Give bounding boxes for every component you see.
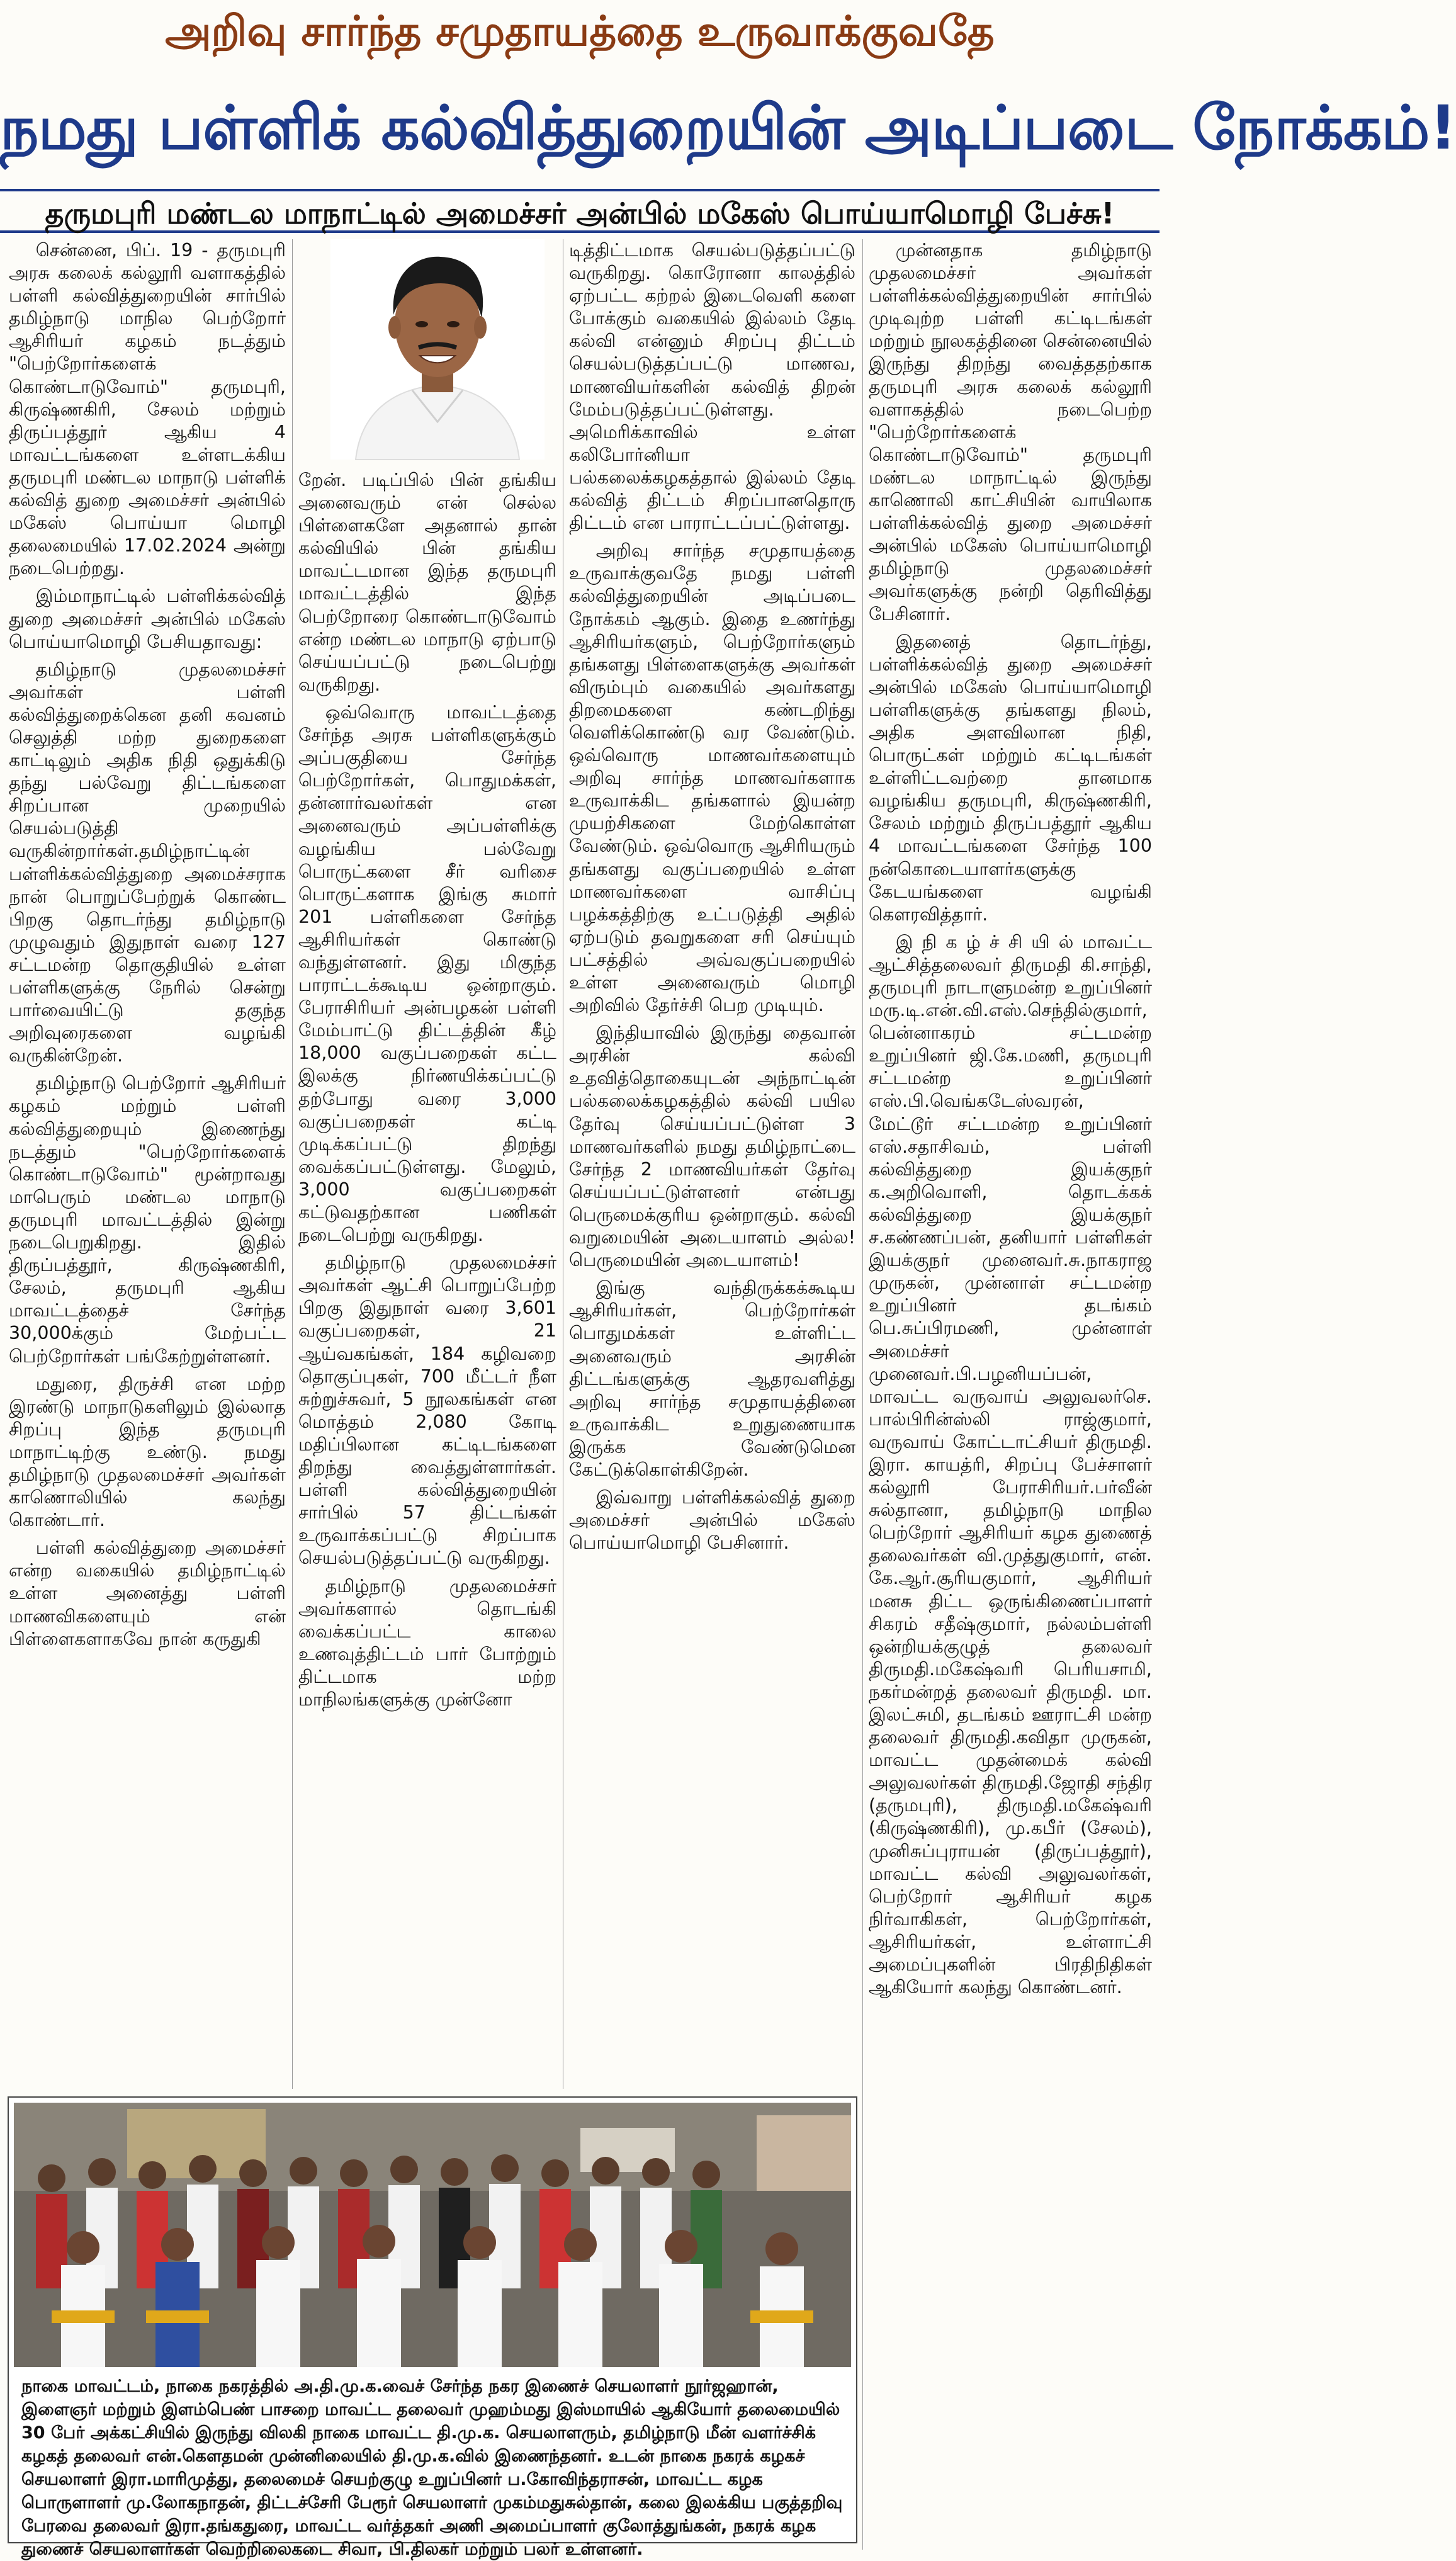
paragraph: இந்தியாவில் இருந்து தைவான் அரசின் கல்வி உதவித்தொகையுடன் அந்நாட்டின் பல்கலைக்கழகத்தில் கல்வி பயில தேர்வு செய்யப்பட்டுள்ள 3 மாணவர்களில் நமது தமிழ்நாட்டை சேர்ந்த 2 மாணவியர்கள் தேர்வு செய்யப்பட்டுள்ளனர் என்பது பெருமைக்குரிய ஒன்றாகும். கல்வி வறுமையின் அடையாளம் அல்ல! பெருமையின் அடையாளம்! xyxy=(569,1022,855,1271)
kicker-headline: அறிவு சார்ந்த சமுதாயத்தை உருவாக்குவதே xyxy=(165,7,995,55)
paragraph: இம்மாநாட்டில் பள்ளிக்கல்வித் துறை அமைச்சர் அன்பில் மகேஸ் பொய்யாமொழி பேசியதாவது: xyxy=(9,585,286,652)
paragraph: சென்னை, பிப். 19 - தருமபுரி அரசு கலைக் கல்லூரி வளாகத்தில் பள்ளி கல்வித்துறையின் சார்பில் தமிழ்நாடு மாநில பெற்றோர் ஆசிரியர் கழகம் நடத்தும் "பெற்றோர்களைக் கொண்டாடுவோம்" தருமபுரி, கிருஷ்ணகிரி, சேலம் மற்றும் திருப்பத்தூர் ஆகிய 4 மாவட்டங்களை உள்ளடக்கிய தருமபுரி மண்டல மாநாடு பள்ளிக் கல்வித் துறை அமைச்சர் அன்பில் மகேஸ் பொய்யா மொழி தலைமையில் 17.02.2024 அன்று நடைபெற்றது. xyxy=(9,240,286,579)
article-column-2 xyxy=(298,469,556,2089)
paragraph: ஒவ்வொரு மாவட்டத்தை சேர்ந்த அரசு பள்ளிகளுக்கும் அப்பகுதியை சேர்ந்த பெற்றோர்கள், பொதுமக்கள், தன்னார்வலர்கள் என அனைவரும் அப்பள்ளிக்கு வழங்கிய பல்வேறு பொருட்களை சீர் வரிசை பொருட்களாக இங்கு சுமார் 201 பள்ளிகளை சேர்ந்த ஆசிரியர்கள் கொண்டு வந்துள்ளனர். இது மிகுந்த பாராட்டக்கூடிய ஒன்றாகும். பேராசிரியர் அன்பழகன் பள்ளி மேம்பாட்டு திட்டத்தின் கீழ் 18,000 வகுப்பறைகள் கட்ட இலக்கு நிர்ணயிக்கப்பட்டு தற்போது வரை 3,000 வகுப்பறைகள் கட்டி முடிக்கப்பட்டு திறந்து வைக்கப்பட்டுள்ளது. மேலும், 3,000 வகுப்பறைகள் கட்டுவதற்கான பணிகள் நடைபெற்று வருகிறது. xyxy=(298,701,556,1246)
paragraph: மதுரை, திருச்சி என மற்ற இரண்டு மாநாடுகளிலும் இல்லாத சிறப்பு இந்த தருமபுரி மாநாட்டிற்கு உண்டு. நமது தமிழ்நாடு முதலமைச்சர் அவர்கள் காணொலியில் கலந்து கொண்டார். xyxy=(9,1373,286,1531)
column-divider xyxy=(862,239,863,2550)
paragraph: தமிழ்நாடு பெற்றோர் ஆசிரியர் கழகம் மற்றும் பள்ளி கல்வித்துறையும் இணைந்து நடத்தும் "பெற்றோர்களைக் கொண்டாடுவோம்" மூன்றாவது மாபெரும் மண்டல மாநாடு தருமபுரி மாவட்டத்தில் இன்று நடைபெறுகிறது. இதில் திருப்பத்தூர், கிருஷ்ணகிரி, சேலம், தருமபுரி ஆகிய மாவட்டத்தைச் சேர்ந்த 30,000க்கும் மேற்பட்ட பெற்றோர்கள் பங்கேற்றுள்ளனர். xyxy=(9,1073,286,1367)
paragraph: பள்ளி கல்வித்துறை அமைச்சர் என்ற வகையில் தமிழ்நாட்டில் உள்ள அனைத்து பள்ளி மாணவிகளையும் என் பிள்ளைகளாகவே நான் கருதுகி xyxy=(9,1537,286,1649)
main-headline: நமது பள்ளிக் கல்வித்துறையின் அடிப்படை நோக்கம்! xyxy=(0,93,1456,163)
paragraph: இங்கு வந்திருக்கக்கூடிய ஆசிரியர்கள், பெற்றோர்கள் பொதுமக்கள் உள்ளிட்ட அனைவரும் அரசின் திட்டங்களுக்கு ஆதரவளித்து அறிவு சார்ந்த சமுதாயத்தினை உருவாக்கிட உறுதுணையாக இருக்க வேண்டுமென கேட்டுக்கொள்கிறேன். xyxy=(569,1277,855,1480)
minister-portrait xyxy=(330,239,545,460)
paragraph: தமிழ்நாடு முதலமைச்சர் அவர்களால் தொடங்கி வைக்கப்பட்ட காலை உணவுத்திட்டம் பார் போற்றும் திட்டமாக மற்ற மாநிலங்களுக்கு முன்னோ xyxy=(298,1575,556,1710)
column-divider xyxy=(292,239,293,2089)
sub-headline: தருமபுரி மண்டல மாநாட்டில் அமைச்சர் அன்பில் மகேஸ் பொய்யாமொழி பேச்சு! xyxy=(0,189,1160,233)
paragraph: தமிழ்நாடு முதலமைச்சர் அவர்கள் ஆட்சி பொறுப்பேற்ற பிறகு இதுநாள் வரை 3,601 வகுப்பறைகள், 21 ஆய்வகங்கள், 184 கழிவறை தொகுப்புகள், 700 மீட்டர் நீள சுற்றுச்சுவர், 5 நூலகங்கள் என மொத்தம் 2,080 கோடி மதிப்பிலான கட்டிடங்களை திறந்து வைத்துள்ளார்கள். பள்ளி கல்வித்துறையின் சார்பில் 57 திட்டங்கள் உருவாக்கப்பட்டு சிறப்பாக செயல்படுத்தப்பட்டு வருகிறது. xyxy=(298,1252,556,1569)
paragraph: அறிவு சார்ந்த சமுதாயத்தை உருவாக்குவதே நமது பள்ளி கல்வித்துறையின் அடிப்படை நோக்கம் ஆகும். இதை உணர்ந்து ஆசிரியர்களும், பெற்றோர்களும் தங்களது பிள்ளைகளுக்கு அவர்கள் விரும்பும் வகையில் அவர்களது திறமைகளை கண்டறிந்து வெளிக்கொண்டு வர வேண்டும். ஒவ்வொரு மாணவர்களையும் அறிவு சார்ந்த மாணவர்களாக உருவாக்கிட தங்களால் இயன்ற முயற்சிகளை மேற்கொள்ள வேண்டும். ஒவ்வொரு ஆசிரியரும் தங்களது வகுப்பறையில் உள்ள மாணவர்களை வாசிப்பு பழக்கத்திற்கு உட்படுத்தி அதில் ஏற்படும் தவறுகளை சரி செய்யும் பட்சத்தில் அவ்வகுப்பறையில் உள்ள அனைவரும் மொழி அறிவில் தேர்ச்சி பெற முடியும். xyxy=(569,540,855,1016)
article-column-4 xyxy=(869,239,1152,2550)
photo-caption: நாகை மாவட்டம், நாகை நகரத்தில் அ.தி.மு.க.வைச் சேர்ந்த நகர இணைச் செயலாளர் நூர்ஜஹான், இளைஞர் மற்றும் இளம்பெண் பாசறை மாவட்ட தலைவர் முஹம்மது இஸ்மாயில் ஆகியோர் தலைமையில் 30 பேர் அக்கட்சியில் இருந்து விலகி நாகை மாவட்ட தி.மு.க. செயலாளரும், தமிழ்நாடு மீன் வளர்ச்சிக் கழகத் தலைவர் என்.கௌதமன் முன்னிலையில் தி.மு.க.வில் இணைந்தனர். உடன் நாகை நகரக் கழகச் செயலாளர் இரா.மாரிமுத்து, தலைமைச் செயற்குழு உறுப்பினர் ப.கோவிந்தராசன், மாவட்ட கழக பொருளாளர் மு.லோகநாதன், திட்டச்சேரி பேரூர் செயலாளர் முகம்மதுசுல்தான், கலை இலக்கிய பகுத்தறிவு பேரவை தலைவர் இரா.தங்கதுரை, மாவட்ட வர்த்தகர் அணி அமைப்பாளர் குலோத்துங்கன், நகரக் கழக துணைச் செயலாளர்கள் வெற்றிலைகடை சிவா, பி.திலகர் மற்றும் பலர் உள்ளனர். xyxy=(21,2377,843,2559)
article-column-3 xyxy=(569,239,855,2089)
paragraph: டித்திட்டமாக செயல்படுத்தப்பட்டு வருகிறது. கொரோனா காலத்தில் ஏற்பட்ட கற்றல் இடைவெளி களை போக்கும் வகையில் இல்லம் தேடி கல்வி என்னும் சிறப்பு திட்டம் செயல்படுத்தப்பட்டு மாணவ, மாணவியர்களின் கல்வித் திறன் மேம்படுத்தப்பட்டுள்ளது. அமெரிக்காவில் உள்ள கலிபோர்னியா பல்கலைக்கழகத்தால் இல்லம் தேடி கல்வித் திட்டம் சிறப்பானதொரு திட்டம் என பாராட்டப்பட்டுள்ளது. xyxy=(569,240,855,534)
paragraph: றேன். படிப்பில் பின் தங்கிய அனைவரும் என் செல்ல பிள்ளைகளே அதனால் தான் கல்வியில் பின் தங்கிய மாவட்டமான இந்த தருமபுரி மாவட்டத்தில் இந்த பெற்றோரை கொண்டாடுவோம் என்ற மண்டல மாநாடு ஏற்பாடு செய்யப்பட்டு நடைபெற்று வருகிறது. xyxy=(298,470,556,695)
paragraph: இதனைத் தொடர்ந்து, பள்ளிக்கல்வித் துறை அமைச்சர் அன்பில் மகேஸ் பொய்யாமொழி பள்ளிகளுக்கு தங்களது நிலம், அதிக அளவிலான நிதி, பொருட்கள் மற்றும் கட்டிடங்கள் உள்ளிட்டவற்றை தானமாக வழங்கிய தருமபுரி, கிருஷ்ணகிரி, சேலம் மற்றும் திருப்பத்தூர் ஆகிய 4 மாவட்டங்களை சேர்ந்த 100 நன்கொடையாளர்களுக்கு கேடயங்களை வழங்கி கௌரவித்தார். xyxy=(869,631,1152,925)
group-photo-box xyxy=(8,2096,857,2559)
paragraph: இவ்வாறு பள்ளிக்கல்வித் துறை அமைச்சர் அன்பில் மகேஸ் பொய்யாமொழி பேசினார். xyxy=(569,1487,855,1554)
paragraph: இ நி க ழ் ச் சி யி ல் மாவட்ட ஆட்சித்தலைவர் திருமதி கி.சாந்தி, தருமபுரி நாடாளுமன்ற உறுப்பினர் மரு.டி.என்.வி.எஸ்.செந்தில்குமார், பென்னாகரம் சட்டமன்ற உறுப்பினர் ஜி.கே.மணி, தருமபுரி சட்டமன்ற உறுப்பினர் எஸ்.பி.வெங்கடேஸ்வரன், மேட்டூர் சட்டமன்ற உறுப்பினர் எஸ்.சதாசிவம், பள்ளி கல்வித்துறை இயக்குநர் க.அறிவொளி, தொடக்கக் கல்வித்துறை இயக்குநர் ச.கண்ணப்பன், தனியார் பள்ளிகள் இயக்குநர் முனைவர்.சு.நாகராஜ முருகன், முன்னாள் சட்டமன்ற உறுப்பினர் தடங்கம் பெ.சுப்பிரமணி, முன்னாள் அமைச்சர் முனைவர்.பி.பழனியப்பன், மாவட்ட வருவாய் அலுவலர்செ. பால்பிரின்ஸ்லி ராஜ்குமார், வருவாய் கோட்டாட்சியர் திருமதி. இரா. காயத்ரி, சிறப்பு பேச்சாளர் கல்லூரி பேராசிரியர்.பர்வீன் சுல்தானா, தமிழ்நாடு மாநில பெற்றோர் ஆசிரியர் கழக துணைத் தலைவர்கள் வி.முத்துகுமார், என். கே.ஆர்.சூரியகுமார், ஆசிரியர் மனசு திட்ட ஒருங்கிணைப்பாளர் சிகரம் சதீஷ்குமார், நல்லம்பள்ளி ஒன்றியக்குழுத் தலைவர் திருமதி.மகேஷ்வரி பெரியசாமி, நகர்மன்றத் தலைவர் திருமதி. மா. இலட்சுமி, தடங்கம் ஊராட்சி மன்ற தலைவர் திருமதி.கவிதா முருகன், மாவட்ட முதன்மைக் கல்வி அலுவலர்கள் திருமதி.ஜோதி சந்திர (தருமபுரி), திருமதி.மகேஷ்வரி (கிருஷ்ணகிரி), மு.கபீர் (சேலம்), முனிசுப்புராயன் (திருப்பத்தூர்), மாவட்ட கல்வி அலுவலர்கள், பெற்றோர் ஆசிரியர் கழக நிர்வாகிகள், பெற்றோர்கள், ஆசிரியர்கள், உள்ளாட்சி அமைப்புகளின் பிரதிநிதிகள் ஆகியோர் கலந்து கொண்டனர். xyxy=(869,931,1152,1998)
paragraph: முன்னதாக தமிழ்நாடு முதலமைச்சர் அவர்கள் பள்ளிக்கல்வித்துறையின் சார்பில் முடிவுற்ற பள்ளி கட்டிடங்கள் மற்றும் நூலகத்தினை சென்னையில் இருந்து திறந்து வைத்ததற்காக தருமபுரி அரசு கலைக் கல்லூரி வளாகத்தில் நடைபெற்ற "பெற்றோர்களைக் கொண்டாடுவோம்" தருமபுரி மண்டல மாநாட்டில் இருந்து காணொலி காட்சியின் வாயிலாக பள்ளிக்கல்வித் துறை அமைச்சர் அன்பில் மகேஸ் பொய்யாமொழி தமிழ்நாடு முதலமைச்சர் அவர்களுக்கு நன்றி தெரிவித்து பேசினார். xyxy=(869,240,1152,625)
article-column-1 xyxy=(9,239,286,2089)
paragraph: தமிழ்நாடு முதலமைச்சர் அவர்கள் பள்ளி கல்வித்துறைக்கென தனி கவனம் செலுத்தி மற்ற துறைகளை காட்டிலும் அதிக நிதி ஒதுக்கிடு தந்து பல்வேறு திட்டங்களை சிறப்பான முறையில் செயல்படுத்தி வருகின்றார்கள்.தமிழ்நாட்டின் பள்ளிக்கல்வித்துறை அமைச்சராக நான் பொறுப்பேற்றுக் கொண்ட பிறகு தொடர்ந்து தமிழ்நாடு முழுவதும் இதுநாள் வரை 127 சட்டமன்ற தொகுதியில் உள்ள பள்ளிகளுக்கு நேரில் சென்று பார்வையிட்டு தகுந்த அறிவுரைகளை வழங்கி வருகின்றேன். xyxy=(9,659,286,1066)
group-photo xyxy=(14,2103,851,2367)
